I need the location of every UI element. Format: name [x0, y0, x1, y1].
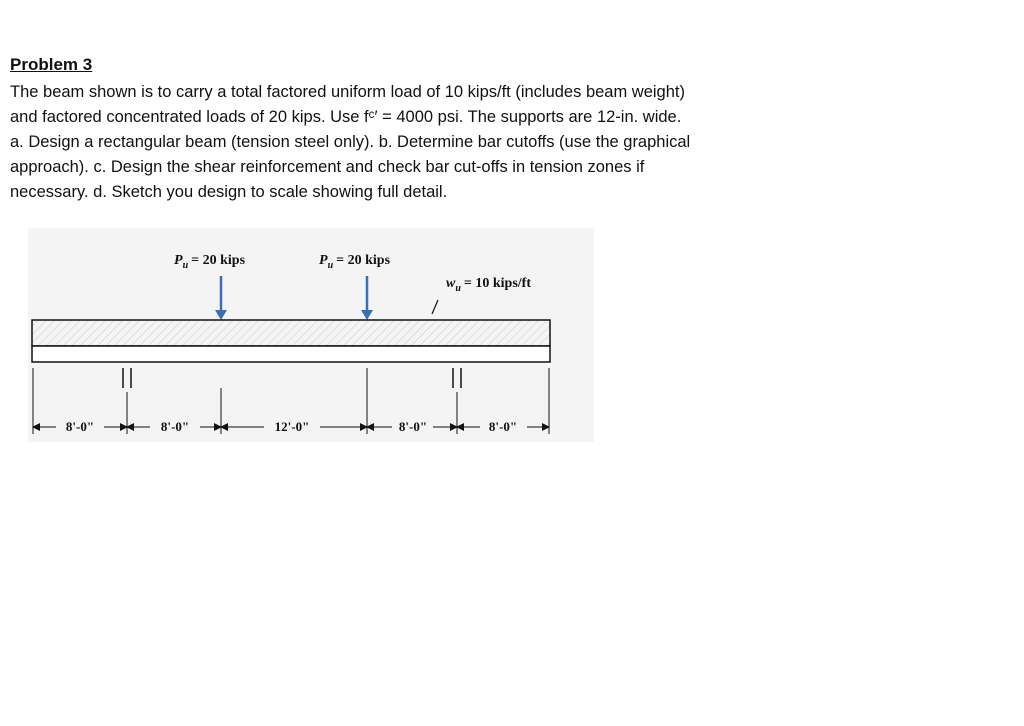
problem-line-5: necessary. d. Sketch you design to scale showing full detail. — [10, 183, 448, 201]
problem-statement — [10, 80, 910, 205]
point-load-1-label: $P_u = 20$ kips — [174, 253, 246, 271]
distributed-load-label: $w_u = 10$ kips/ft — [446, 276, 532, 294]
problem-line-2: and factored concentrated loads of 20 kips. Use fᶜ′ = 4000 psi. The supports are 12-in. wide. — [10, 108, 682, 126]
beam-diagram-svg — [28, 228, 594, 442]
dimension-label-1: 8'-0" — [65, 419, 95, 434]
problem-line-3: a. Design a rectangular beam (tension steel only). b. Determine bar cutoffs (use the graphical — [10, 133, 691, 151]
point-load-2-label: $P_u = 20$ kips — [319, 253, 391, 271]
problem-title: Problem 3 — [10, 55, 93, 74]
uniform-load-band — [32, 320, 550, 346]
beam-diagram — [28, 228, 594, 442]
dimension-label-2: 8'-0" — [160, 419, 190, 434]
dimension-label-5: 8'-0" — [488, 419, 518, 434]
problem-line-1: The beam shown is to carry a total factored uniform load of 10 kips/ft (includes beam weight) — [10, 83, 685, 101]
beam — [32, 346, 550, 362]
dimension-label-4: 8'-0" — [398, 419, 428, 434]
dimension-label-3: 12'-0" — [274, 419, 310, 434]
problem-line-4: approach). c. Design the shear reinforcement and check bar cut-offs in tension zones if — [10, 158, 645, 176]
